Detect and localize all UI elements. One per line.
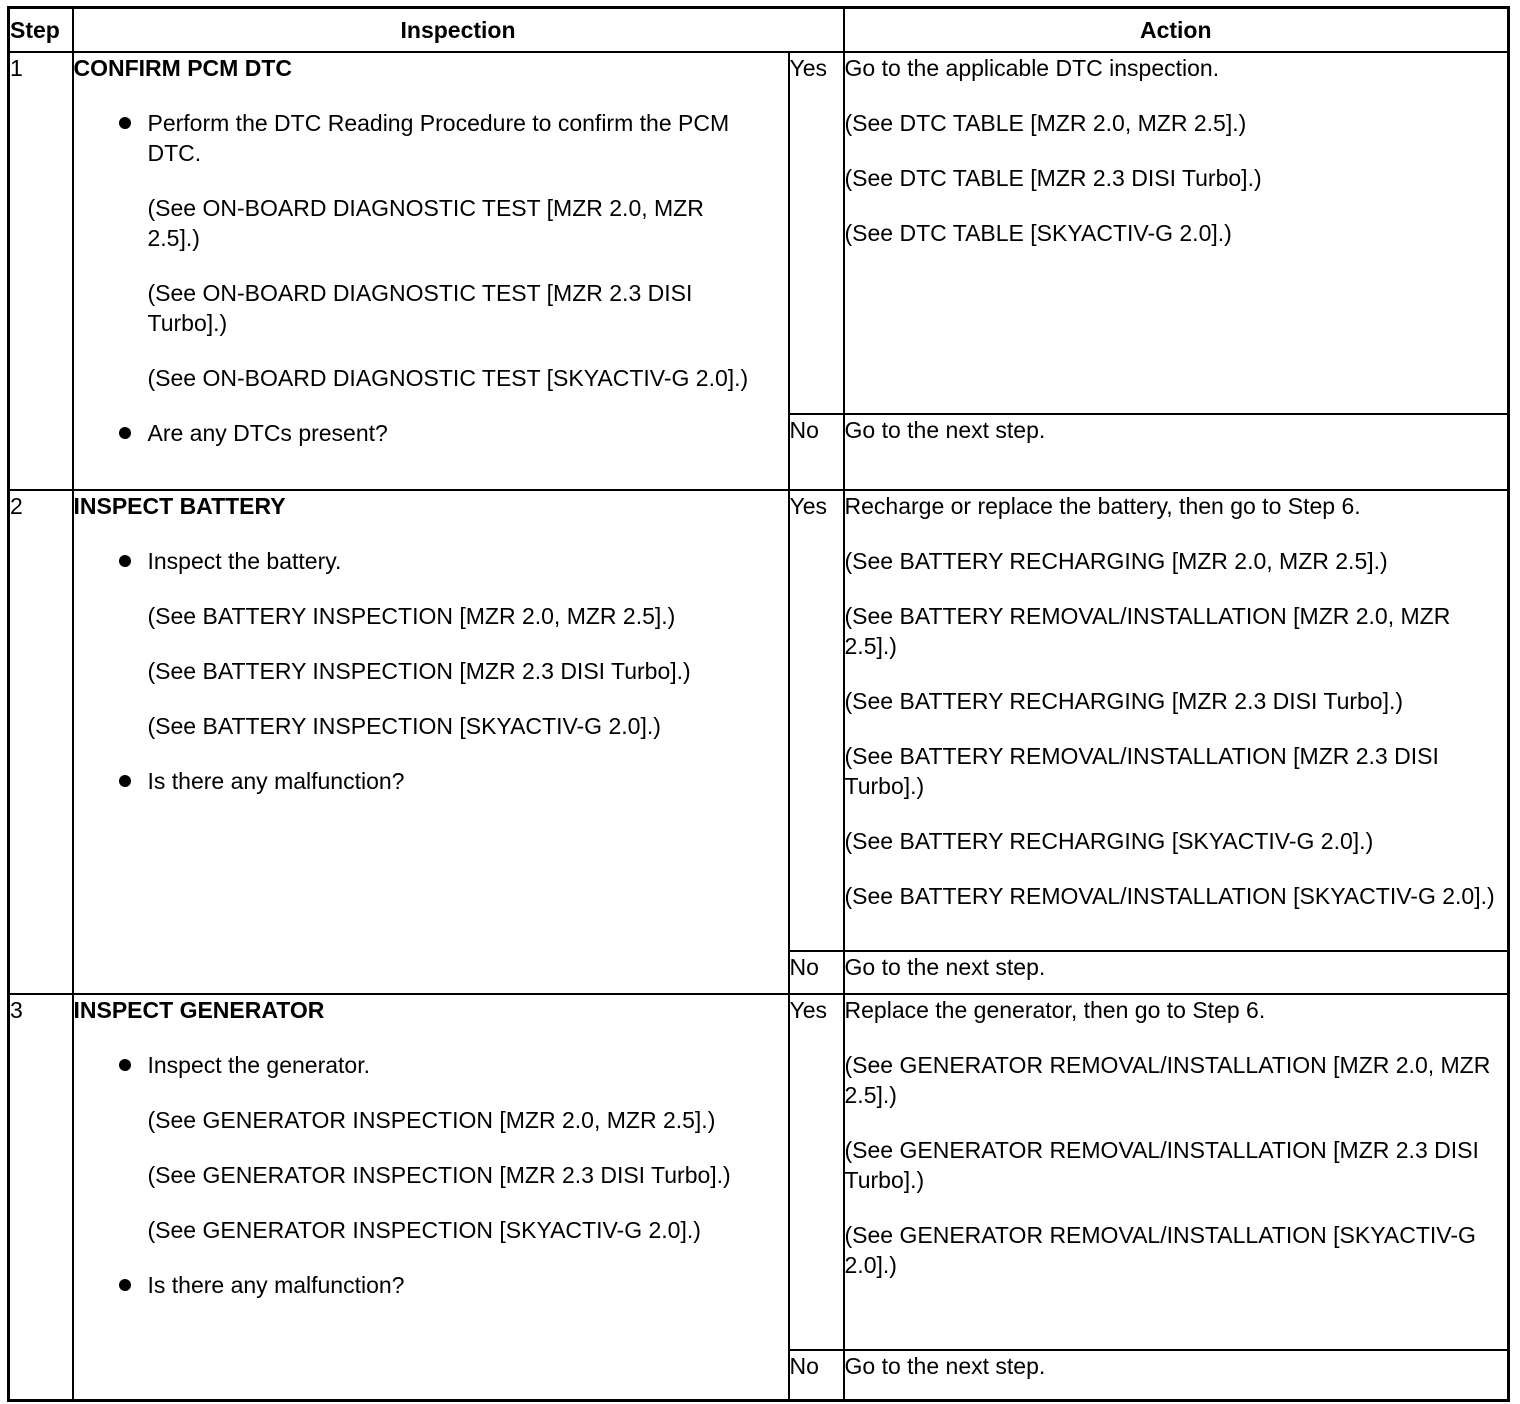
bullet-dot-icon [119, 555, 131, 567]
action-reference: (See BATTERY REMOVAL/INSTALLATION [MZR 2.3 DISI Turbo].) [844, 743, 1439, 799]
bullet-dot-icon [119, 1279, 131, 1291]
action-reference: (See BATTERY RECHARGING [MZR 2.3 DISI Turbo].) [844, 688, 1404, 714]
question-text: Is there any malfunction? [147, 1272, 405, 1298]
bullet-item [74, 1270, 788, 1300]
action-reference: (See BATTERY REMOVAL/INSTALLATION [MZR 2.0, MZR 2.5].) [844, 603, 1451, 659]
step-title: INSPECT BATTERY [73, 493, 286, 519]
bullet-item [74, 418, 788, 448]
reference-text: (See ON-BOARD DIAGNOSTIC TEST [MZR 2.3 DISI Turbo].) [147, 280, 693, 336]
action-reference: (See BATTERY RECHARGING [MZR 2.0, MZR 2.5].) [844, 548, 1388, 574]
step-title: CONFIRM PCM DTC [73, 55, 292, 81]
no-action: Go to the next step. [844, 414, 1509, 490]
reference-text: (See GENERATOR INSPECTION [SKYACTIV-G 2.0].) [147, 1217, 701, 1243]
step-title: INSPECT GENERATOR [73, 997, 325, 1023]
yes-label: Yes [789, 52, 844, 414]
inspection-column-header: Inspection [73, 8, 844, 53]
bullet-dot-icon [119, 427, 131, 439]
bullet-text: Inspect the battery. [147, 548, 342, 574]
yes-label: Yes [789, 490, 844, 951]
reference-text: (See BATTERY INSPECTION [MZR 2.3 DISI Turbo].) [147, 658, 691, 684]
action-reference: (See BATTERY REMOVAL/INSTALLATION [SKYACTIV-G 2.0].) [844, 883, 1495, 909]
no-label: No [789, 951, 844, 994]
no-action: Go to the next step. [844, 951, 1509, 994]
action-reference: (See GENERATOR REMOVAL/INSTALLATION [SKYACTIV-G 2.0].) [844, 1222, 1476, 1278]
action-text: Replace the generator, then go to Step 6. [844, 997, 1266, 1023]
yes-action-cell [844, 490, 1509, 951]
table-row [9, 490, 1509, 951]
step-column-header: Step [9, 8, 73, 53]
bullet-item [74, 108, 788, 168]
step-number: 1 [9, 52, 73, 490]
action-reference: (See GENERATOR REMOVAL/INSTALLATION [MZR 2.3 DISI Turbo].) [844, 1137, 1479, 1193]
reference-text: (See BATTERY INSPECTION [MZR 2.0, MZR 2.5].) [147, 603, 676, 629]
bullet-item [74, 766, 788, 796]
no-label: No [789, 414, 844, 490]
action-reference: (See DTC TABLE [SKYACTIV-G 2.0].) [844, 220, 1232, 246]
question-text: Is there any malfunction? [147, 768, 405, 794]
reference-text: (See GENERATOR INSPECTION [MZR 2.3 DISI Turbo].) [147, 1162, 731, 1188]
bullet-dot-icon [119, 117, 131, 129]
no-label: No [789, 1350, 844, 1400]
action-reference: (See BATTERY RECHARGING [SKYACTIV-G 2.0].) [844, 828, 1374, 854]
question-text: Are any DTCs present? [147, 420, 388, 446]
action-text: Go to the applicable DTC inspection. [844, 55, 1220, 81]
header-row [9, 8, 1509, 53]
inspection-procedure-table [7, 6, 1510, 1402]
table-row [9, 994, 1509, 1350]
bullet-dot-icon [119, 775, 131, 787]
no-action: Go to the next step. [844, 1350, 1509, 1400]
table-row [9, 52, 1509, 414]
reference-text: (See GENERATOR INSPECTION [MZR 2.0, MZR 2.5].) [147, 1107, 716, 1133]
yes-action-cell [844, 994, 1509, 1350]
action-reference: (See GENERATOR REMOVAL/INSTALLATION [MZR 2.0, MZR 2.5].) [844, 1052, 1491, 1108]
reference-text: (See BATTERY INSPECTION [SKYACTIV-G 2.0].) [147, 713, 661, 739]
bullet-dot-icon [119, 1059, 131, 1071]
bullet-item [74, 546, 788, 576]
action-column-header: Action [844, 8, 1509, 53]
action-text: Recharge or replace the battery, then go to Step 6. [844, 493, 1361, 519]
inspection-cell [73, 490, 789, 994]
bullet-item [74, 1050, 788, 1080]
bullet-text: Perform the DTC Reading Procedure to confirm the PCM DTC. [147, 110, 730, 166]
inspection-cell [73, 52, 789, 490]
yes-action-cell [844, 52, 1509, 414]
inspection-cell [73, 994, 789, 1400]
action-reference: (See DTC TABLE [MZR 2.3 DISI Turbo].) [844, 165, 1262, 191]
step-number: 3 [9, 994, 73, 1400]
step-number: 2 [9, 490, 73, 994]
bullet-text: Inspect the generator. [147, 1052, 370, 1078]
yes-label: Yes [789, 994, 844, 1350]
action-reference: (See DTC TABLE [MZR 2.0, MZR 2.5].) [844, 110, 1247, 136]
reference-text: (See ON-BOARD DIAGNOSTIC TEST [MZR 2.0, MZR 2.5].) [147, 195, 704, 251]
reference-text: (See ON-BOARD DIAGNOSTIC TEST [SKYACTIV-G 2.0].) [147, 365, 749, 391]
